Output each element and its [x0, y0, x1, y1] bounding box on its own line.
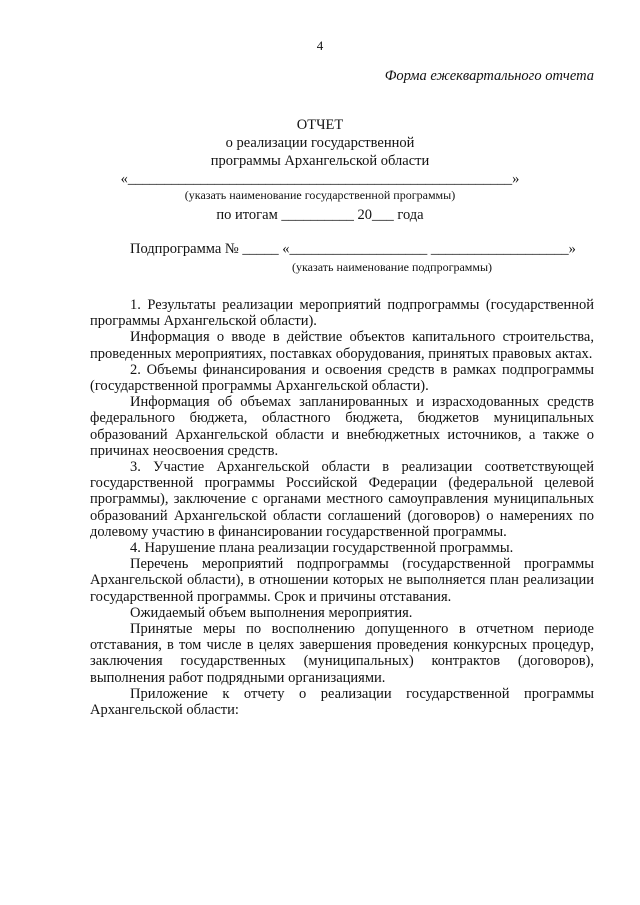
report-subtitle-line-1: о реализации государственной: [225, 135, 415, 151]
paragraph-financing-info: Информация об объемах запланированных и израсходованных средств федерального бюджета, областного бюджета, бюджетов муниципальных образований Архангельской области и внебюджетных источников, а также о причинах неосвоения средств.: [90, 394, 594, 459]
paragraph-results: 1. Результаты реализации мероприятий подпрограммы (государственной программы Архангельской области).: [90, 297, 594, 330]
program-name-hint: (указать наименование государственной программы): [184, 188, 456, 202]
form-caption: Форма ежеквартального отчета: [384, 68, 594, 84]
report-header: [0, 116, 640, 224]
subprogram-field: Подпрограмма № _____ «___________________ ___________________»: [130, 241, 576, 257]
page-number: 4: [316, 38, 324, 53]
paragraph-federal-participation: 3. Участие Архангельской области в реализации соответствующей государственной программы Российской Федерации (федеральной целевой программы), заключение с органами местного самоуправления муниципальных образований Архангельской области соглашений (договоров) о намерениях по долевому участию в финансировании государственной программы.: [90, 459, 594, 540]
paragraph-lagging-activities: Перечень мероприятий подпрограммы (государственной программы Архангельской области), в отношении которых не выполняется план реализации государственной программы. Срок и причины отставания.: [90, 556, 594, 605]
paragraph-plan-violation: 4. Нарушение плана реализации государственной программы.: [130, 540, 514, 557]
program-name-field: «_____________________________________________________»: [120, 171, 520, 187]
paragraph-expected-volume: Ожидаемый объем выполнения мероприятия.: [130, 604, 413, 621]
report-title: ОТЧЕТ: [296, 117, 344, 133]
report-subtitle-line-2: программы Архангельской области: [210, 153, 430, 169]
paragraph-appendix: Приложение к отчету о реализации государственной программы Архангельской области:: [90, 685, 594, 719]
subprogram-hint: (указать наименование подпрограммы): [292, 260, 493, 274]
paragraph-financing: 2. Объемы финансирования и освоения средств в рамках подпрограммы (государственной программы Архангельской области).: [90, 361, 594, 395]
paragraph-results-info: Информация о вводе в действие объектов капитального строительства, проведенных мероприятиях, поставках оборудования, принятых правовых актах.: [90, 329, 594, 362]
paragraph-measures: Принятые меры по восполнению допущенного в отчетном периоде отставания, в том числе в целях завершения проведения конкурсных процедур, заключения государственных (муниципальных) контрактов (договоров), выполнения работ подрядными организациями.: [90, 621, 594, 686]
report-period-field: по итогам __________ 20___ года: [216, 207, 424, 223]
report-body: [90, 297, 594, 718]
